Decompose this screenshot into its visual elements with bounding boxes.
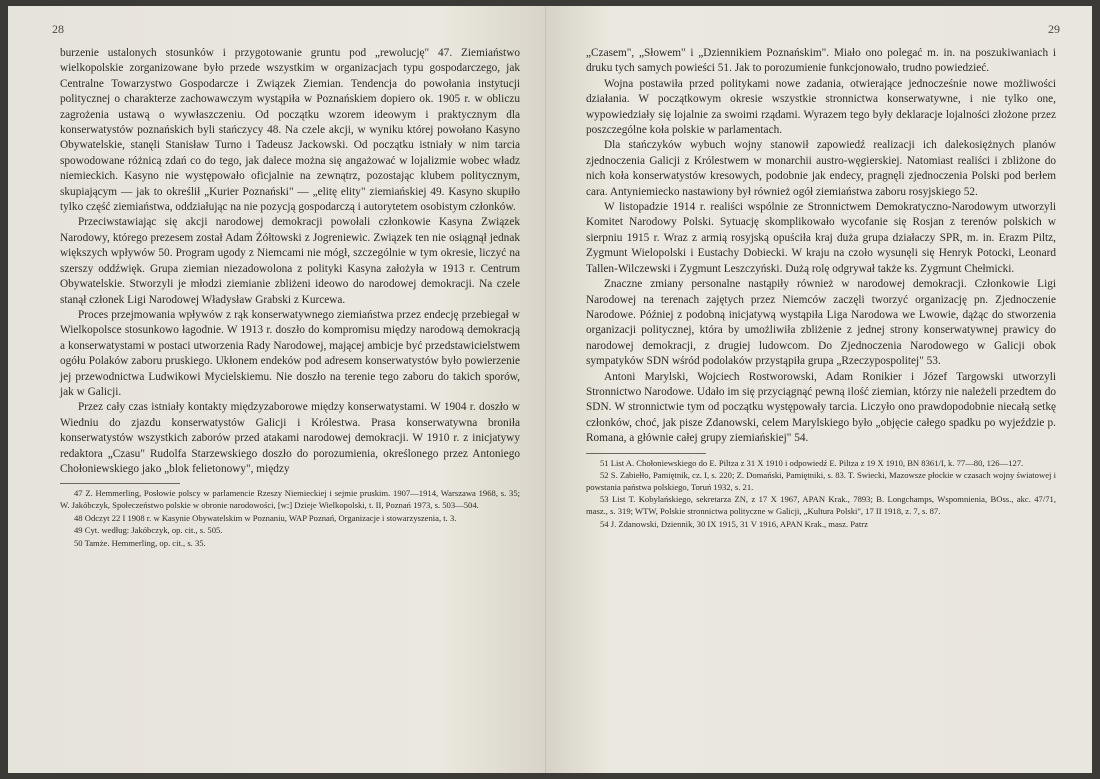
footnote: 50 Tamże. Hemmerling, op. cit., s. 35. bbox=[74, 537, 206, 548]
left-paragraph: Proces przejmowania wpływów z rąk konserwatywnego ziemiaństwa przez endecję przebiegał w Wielkopolsce stosunkowo łagodnie. W 1913 r. doszło do kompromisu między narodową demokracją a konserwatystami w postaci utworzenia Rady Narodowej, mającej ambicje być przedstawicielstwem ogółu Polaków zaboru pruskiego. Ukłonem endeków pod adresem konserwatystów było powierzenie jej przewodnictwa Ludwikowi Mycielskiemu. Nie doszło na terenie tego zaboru do takich sporów, jak w Galicji. bbox=[60, 308, 520, 398]
footnote: 47 Z. Hemmerling, Posłowie polscy w parlamencie Rzeszy Niemieckiej i sejmie pruskim. 1907—1914, Warszawa 1968, s. 35; W. Jakóbczyk, Społeczeństwo polskie w obronie narodowości, [w:] Dzieje Wielkopolski, t. II, Poznań 1973, s. 503—504. bbox=[60, 488, 520, 510]
footnote: 53 List T. Kobylańskiego, sekretarza ZN, z 17 X 1967, APAN Krak., 7893; B. Longchamps, Wspomnienia, BOss., akc. 47/71, masz., s. 319; WTW, Polskie stronnictwa polityczne w Galicji, „Kultura Polski", 17 II 1918, z. 7, s. 87. bbox=[586, 494, 1056, 516]
footnote: 51 List A. Chołoniewskiego do E. Piltza z 31 X 1910 i odpowiedź E. Piltza z 19 X 1910, BN 8361/I, k. 77—80, 126—127. bbox=[600, 457, 1024, 468]
right-body-text bbox=[586, 46, 1056, 447]
footnote: 54 J. Zdanowski, Dziennik, 30 IX 1915, 31 V 1916, APAN Krak., masz. Patrz bbox=[600, 518, 868, 529]
right-paragraph: W listopadzie 1914 r. realiści wspólnie ze Stronnictwem Demokratyczno-Narodowym utworzyli Komitet Narodowy Polski. Sytuację skomplikowało wycofanie się Rosjan z terenów polskich w sierpniu 1915 r. Wraz z armią rosyjską opuściła kraj duża grupa działaczy SPR, m. in. Erazm Piltz, Zygmunt Wielopolski i Eustachy Dobiecki. W kraju na czoło wysunęli się Henryk Potocki, Leonard Tallen-Wilczewski i Zygmunt Leszczyński. Dużą rolę odgrywał także ks. Zygmunt Chełmicki. bbox=[586, 201, 1056, 275]
right-paragraph: Znaczne zmiany personalne nastąpiły również w narodowej demokracji. Członkowie Ligi Narodowej na terenach zajętych przez Niemców zaczęli tworzyć organizację pn. Zjednoczenie Narodowe. Później z podobną inicjatywą wystąpiła Liga Narodowa we Lwowie, dążąc do stworzenia organizacji politycznej, która by umożliwiła zbliżenie z jednej strony konserwatywnej prawicy do narodowej demokracji, z drugiej ludowcom. Do Zjednoczenia Narodowego w Galicji obok sympatyków SDN wśród podolaków przystąpiła grupa „Rzeczypospolitej" 53. bbox=[586, 278, 1056, 368]
left-paragraph: burzenie ustalonych stosunków i przygotowanie gruntu pod „rewolucję" 47. Ziemiaństwo wielkopolskie zorganizowane było przede wszystkim w organizacjach typu gospodarczego, jak Centralne Towarzystwo Gospodarcze i Związek Ziemian. Tendencja do powołania instytucji politycznej o charakterze zachowawczym wystąpiła w Poznańskiem dopiero ok. 1905 r. w obliczu zagrożenia ustawą o wywłaszczeniu. Od początku wzorem ideowym i praktycznym dla konserwatystów poznańskich byli stańczycy 48. Na czele akcji, w wyniku której powołano Kasyno Obywatelskie, stanęli Stanisław Turno i Tadeusz Jackowski. Od początku istniały w nim tarcia spowodowane różnicą zdań co do tego, jak dalece można się angażować w lojalizmie wobec władz niemieckich. Kasyno nie występowało oficjalnie na zewnątrz, pozostając klubem politycznym, skupiającym — jak to określił „Kurier Poznański" — „elitę elity" ziemiańskiej 49. Kasyno skupiło tylko część ziemiaństwa, oddziałując na nie pozycją gospodarczą i autorytetem osobistym członków. bbox=[60, 47, 520, 214]
left-paragraph: Przez cały czas istniały kontakty międzyzaborowe między konserwatystami. W 1904 r. doszło w Wiedniu do zjazdu konserwatystów Galicji i Królestwa. Prasa konserwatywna broniła konserwatystów wszystkich zaborów przed atakami narodowej demokracji. W 1910 r. z inicjatywy redaktora „Czasu" Rudolfa Starzewskiego doszło do porozumienia, określonego przez Antoniego Chołoniewskiego jako „blok felietonowy", między bbox=[60, 401, 520, 475]
footnote-rule bbox=[586, 453, 706, 454]
right-page-number: 29 bbox=[1048, 22, 1060, 36]
right-paragraph: Wojna postawiła przed politykami nowe zadania, otwierające jednocześnie nowe możliwości działania. W początkowym okresie wszystkie stronnictwa konserwatywne, i nie tylko one, wypowiedziały się lojalnie za swoimi rządami. Wyrazem tego były deklaracje lojalności złożone przez poszczególne koła polskie w parlamentach. bbox=[586, 77, 1056, 137]
left-page bbox=[8, 6, 546, 773]
right-paragraph: Antoni Marylski, Wojciech Rostworowski, Adam Ronikier i Józef Targowski utworzyli Stronnictwo Narodowe. Udało im się przyciągnąć pewną ilość ziemian, którzy nie należeli przedtem do SDN. W stronnictwie tym od początku występowały tarcia. Liczyło ono prawdopodobnie niecałą setkę członków, choć, jak pisze Zdanowski, celem Marylskiego było „objęcie całego spadku po wyjeździe p. Romana, a głównie całej grupy ziemiańskiej" 54. bbox=[586, 370, 1056, 445]
left-footnotes bbox=[60, 488, 520, 549]
right-paragraph: „Czasem", „Słowem" i „Dziennikiem Poznańskim". Miało ono polegać m. in. na poszukiwaniach i druku tych samych powieści 51. Jak to porozumienie funkcjonowało, trudno powiedzieć. bbox=[586, 47, 1056, 75]
left-paragraph: Przeciwstawiając się akcji narodowej demokracji powołali członkowie Kasyna Związek Narodowy, którego prezesem został Adam Żółtowski z Jogreniewic. Związek ten nie osiągnął jednak większych wpływów 50. Program ugody z Niemcami nie mógł, szczególnie w tym okresie, liczyć na szerszy oddźwięk. Grupa ziemian niezadowolona z polityki Kasyna założyła w 1913 r. Centrum Obywatelskie. Stworzyli je młodzi ziemianie zbliżeni ideowo do narodowej demokracji. Na czele stanął członek Ligi Narodowej Władysław Grabski z Kurcewa. bbox=[60, 216, 520, 306]
footnote: 52 S. Zabiełło, Pamiętnik, cz. I, s. 220; Z. Domański, Pamiętniki, s. 83. T. Swiecki, Mazowsze płockie w czasach wojny światowej i powstania państwa polskiego, Toruń 1932, s. 21. bbox=[586, 470, 1056, 492]
footnote-rule bbox=[60, 483, 180, 484]
right-page bbox=[546, 6, 1092, 773]
footnote: 48 Odczyt 22 I 1908 r. w Kasynie Obywatelskim w Poznaniu, WAP Poznań, Organizacje i stowarzyszenia, t. 3. bbox=[74, 512, 457, 523]
left-body-text bbox=[60, 46, 520, 477]
right-footnotes bbox=[586, 458, 1056, 531]
footnote: 49 Cyt. według: Jakóbczyk, op. cit., s. 505. bbox=[74, 525, 223, 536]
right-paragraph: Dla stańczyków wybuch wojny stanowił zapowiedź realizacji ich dalekosiężnych planów zjednoczenia Galicji z Królestwem w monarchii austro-węgierskiej. Natomiast realiści i zbliżone do nich koła konserwatystów kresowych, podobnie jak endecy, pragnęli zjednoczenia Polski pod berłem cara. Antyniemiecko nastawiony był również ogół ziemiaństwa zaboru rosyjskiego 52. bbox=[586, 139, 1056, 198]
book-spread bbox=[8, 6, 1092, 773]
left-page-number: 28 bbox=[52, 22, 64, 36]
